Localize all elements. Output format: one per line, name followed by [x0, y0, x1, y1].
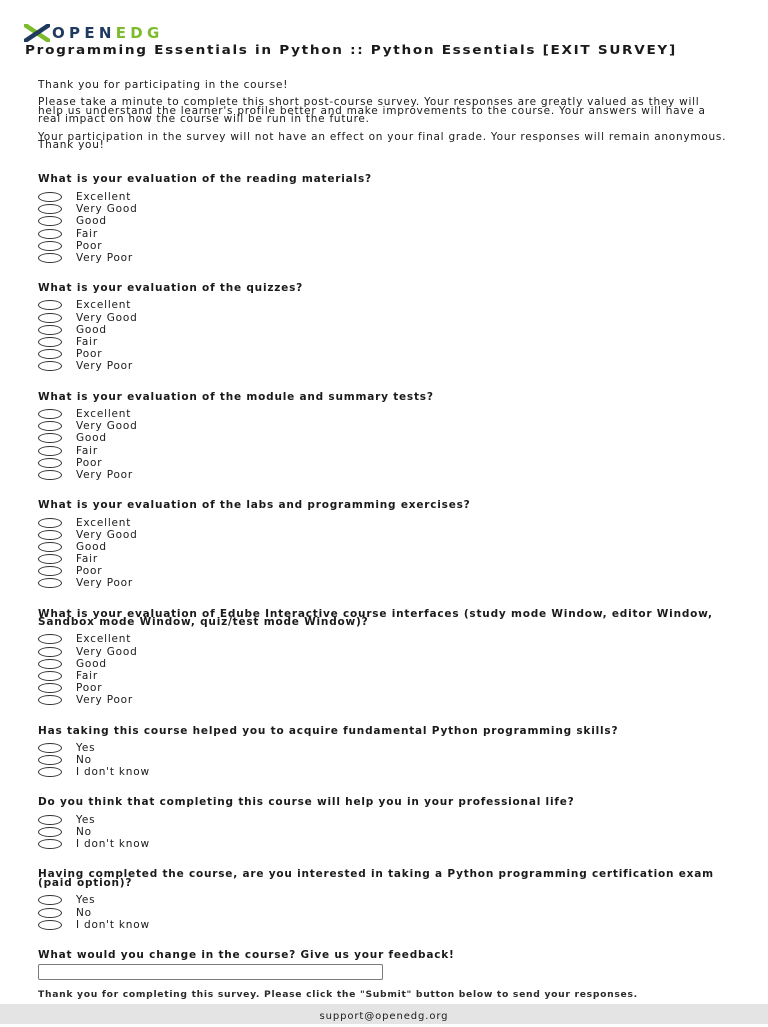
radio-button[interactable]	[38, 241, 62, 251]
radio-button[interactable]	[38, 566, 62, 576]
question-title: Having completed the course, are you interested in taking a Python programming certification exam (paid option)?	[38, 868, 714, 889]
radio-option-label: Poor	[76, 456, 103, 469]
radio-option[interactable]	[38, 215, 728, 227]
radio-option[interactable]	[38, 565, 728, 577]
radio-option-label: I don't know	[76, 918, 150, 931]
radio-button[interactable]	[38, 578, 62, 588]
radio-button[interactable]	[38, 695, 62, 705]
radio-option-label: Fair	[76, 444, 98, 457]
radio-option-label: I don't know	[76, 838, 150, 851]
radio-option[interactable]	[38, 312, 728, 324]
radio-option[interactable]	[38, 432, 728, 444]
radio-option-label: Very Good	[76, 645, 138, 658]
radio-option-label: Good	[76, 540, 107, 553]
radio-option-label: No	[76, 906, 92, 919]
radio-option-label: Excellent	[76, 190, 132, 203]
radio-option[interactable]	[38, 457, 728, 469]
radio-option[interactable]	[38, 408, 728, 420]
radio-option[interactable]	[38, 646, 728, 658]
radio-option-label: Poor	[76, 239, 103, 252]
radio-option[interactable]	[38, 203, 728, 215]
radio-button[interactable]	[38, 634, 62, 644]
radio-button[interactable]	[38, 839, 62, 849]
radio-button[interactable]	[38, 361, 62, 371]
radio-option[interactable]	[38, 682, 728, 694]
radio-option[interactable]	[38, 541, 728, 553]
radio-option[interactable]	[38, 553, 728, 565]
page-title: Programming Essentials in Python :: Python Essentials [EXIT SURVEY]	[25, 43, 677, 58]
radio-button[interactable]	[38, 554, 62, 564]
radio-option-label: Very Poor	[76, 468, 134, 481]
radio-option-label: Very Poor	[76, 360, 134, 373]
radio-button[interactable]	[38, 767, 62, 777]
radio-option[interactable]	[38, 360, 728, 372]
radio-button[interactable]	[38, 895, 62, 905]
radio-button[interactable]	[38, 446, 62, 456]
question-title: What is your evaluation of Edube Interactive course interfaces (study mode Window, editor Window, Sandbox mode Window, quiz/test mode Window)?	[38, 607, 713, 628]
radio-option[interactable]	[38, 240, 728, 252]
radio-button[interactable]	[38, 409, 62, 419]
radio-button[interactable]	[38, 204, 62, 214]
radio-option[interactable]	[38, 742, 728, 754]
radio-button[interactable]	[38, 647, 62, 657]
radio-option[interactable]	[38, 348, 728, 360]
radio-button[interactable]	[38, 815, 62, 825]
radio-option[interactable]	[38, 754, 728, 766]
radio-option[interactable]	[38, 191, 728, 203]
radio-option[interactable]	[38, 814, 728, 826]
radio-option[interactable]	[38, 324, 728, 336]
radio-button[interactable]	[38, 349, 62, 359]
survey-question	[38, 870, 728, 930]
radio-button[interactable]	[38, 433, 62, 443]
openedg-x-icon	[24, 24, 50, 42]
radio-option-label: Poor	[76, 565, 103, 578]
radio-option-label: No	[76, 754, 92, 767]
final-note: Thank you for completing this survey. Please click the "Submit" button below to send your responses.	[38, 989, 638, 1001]
question-title: What is your evaluation of the reading materials?	[38, 173, 372, 186]
radio-button[interactable]	[38, 470, 62, 480]
radio-option-label: Very Poor	[76, 694, 134, 707]
radio-button[interactable]	[38, 542, 62, 552]
radio-button[interactable]	[38, 920, 62, 930]
intro-thanks: Thank you for participating in the course!	[38, 79, 289, 91]
radio-button[interactable]	[38, 530, 62, 540]
radio-button[interactable]	[38, 683, 62, 693]
radio-option-label: Very Good	[76, 311, 138, 324]
radio-button[interactable]	[38, 743, 62, 753]
question-title: Has taking this course helped you to acquire fundamental Python programming skills?	[38, 724, 619, 737]
feedback-input[interactable]	[38, 964, 383, 980]
logo-edg-text: EDG	[115, 24, 164, 42]
question-title: What is your evaluation of the quizzes?	[38, 281, 304, 294]
survey-question	[38, 501, 728, 590]
radio-option-label: Good	[76, 215, 107, 228]
radio-button[interactable]	[38, 337, 62, 347]
radio-button[interactable]	[38, 300, 62, 310]
survey-question	[38, 281, 728, 373]
radio-option-label: Excellent	[76, 633, 132, 646]
radio-option[interactable]	[38, 826, 728, 838]
question-title: What would you change in the course? Give us your feedback!	[38, 948, 455, 961]
radio-option[interactable]	[38, 906, 728, 918]
radio-option[interactable]	[38, 919, 728, 931]
header	[24, 22, 164, 44]
radio-option[interactable]	[38, 444, 728, 456]
radio-option[interactable]	[38, 694, 728, 706]
question-title: Do you think that completing this course will help you in your professional life?	[38, 796, 575, 809]
radio-button[interactable]	[38, 229, 62, 239]
radio-option[interactable]	[38, 336, 728, 348]
radio-option-label: Good	[76, 323, 107, 336]
radio-option-label: I don't know	[76, 766, 150, 779]
radio-option-label: Fair	[76, 336, 98, 349]
radio-option-label: Good	[76, 432, 107, 445]
support-email-link[interactable]: support@openedg.org	[319, 1011, 449, 1022]
radio-option[interactable]	[38, 469, 728, 481]
radio-option-label: No	[76, 826, 92, 839]
questions-list	[38, 175, 728, 930]
radio-option[interactable]	[38, 252, 728, 264]
radio-button[interactable]	[38, 253, 62, 263]
radio-option[interactable]	[38, 670, 728, 682]
radio-option-label: Yes	[76, 742, 96, 754]
radio-option[interactable]	[38, 299, 728, 311]
radio-button[interactable]	[38, 518, 62, 528]
radio-option[interactable]	[38, 838, 728, 850]
survey-question	[38, 798, 728, 850]
radio-button[interactable]	[38, 313, 62, 323]
question-title: What is your evaluation of the module and summary tests?	[38, 390, 434, 403]
radio-option[interactable]	[38, 577, 728, 589]
radio-option[interactable]	[38, 529, 728, 541]
radio-option-label: Fair	[76, 553, 98, 566]
radio-option-label: Very Good	[76, 203, 138, 216]
radio-button[interactable]	[38, 671, 62, 681]
radio-button[interactable]	[38, 827, 62, 837]
radio-button[interactable]	[38, 421, 62, 431]
logo-wordmark	[52, 22, 164, 44]
radio-option[interactable]	[38, 633, 728, 645]
openedg-logo	[24, 22, 164, 44]
radio-option[interactable]	[38, 420, 728, 432]
survey-form	[38, 81, 728, 1022]
question-title: What is your evaluation of the labs and programming exercises?	[38, 499, 471, 512]
radio-option[interactable]	[38, 227, 728, 239]
radio-option[interactable]	[38, 658, 728, 670]
radio-option-label: Very Good	[76, 420, 138, 433]
radio-option-label: Yes	[76, 894, 96, 907]
intro-request: Please take a minute to complete this short post-course survey. Your responses are greatly valued as they will help us understand the learner's profile better and make improvements to the course. Your answers will have a real impact on how the course will be run in the future.	[38, 96, 706, 126]
radio-option-label: Very Poor	[76, 251, 134, 264]
radio-option-label: Poor	[76, 682, 103, 695]
radio-option-label: Fair	[76, 227, 98, 240]
footer	[0, 1004, 768, 1024]
radio-option-label: Good	[76, 657, 107, 670]
radio-option-label: Fair	[76, 670, 98, 683]
radio-option[interactable]	[38, 894, 728, 906]
radio-button[interactable]	[38, 458, 62, 468]
radio-option-label: Poor	[76, 348, 103, 361]
radio-button[interactable]	[38, 908, 62, 918]
radio-button[interactable]	[38, 659, 62, 669]
survey-question	[38, 175, 728, 264]
radio-option-label: Excellent	[76, 408, 132, 420]
survey-question	[38, 607, 728, 707]
radio-option[interactable]	[38, 766, 728, 778]
logo-open-text: OPEN	[52, 24, 116, 42]
feedback-question	[38, 948, 728, 980]
radio-button[interactable]	[38, 325, 62, 335]
radio-option-label: Excellent	[76, 516, 132, 529]
survey-question	[38, 724, 728, 779]
radio-option[interactable]	[38, 516, 728, 528]
radio-option-label: Excellent	[76, 299, 132, 312]
radio-option-label: Very Poor	[76, 577, 134, 590]
radio-button[interactable]	[38, 216, 62, 226]
intro-anonymity: Your participation in the survey will not have an effect on your final grade. Your responses will remain anonymous. Thank you!	[38, 130, 727, 152]
radio-button[interactable]	[38, 192, 62, 202]
radio-button[interactable]	[38, 755, 62, 765]
survey-question	[38, 390, 728, 482]
radio-option-label: Very Good	[76, 528, 138, 541]
radio-option-label: Yes	[76, 813, 96, 826]
